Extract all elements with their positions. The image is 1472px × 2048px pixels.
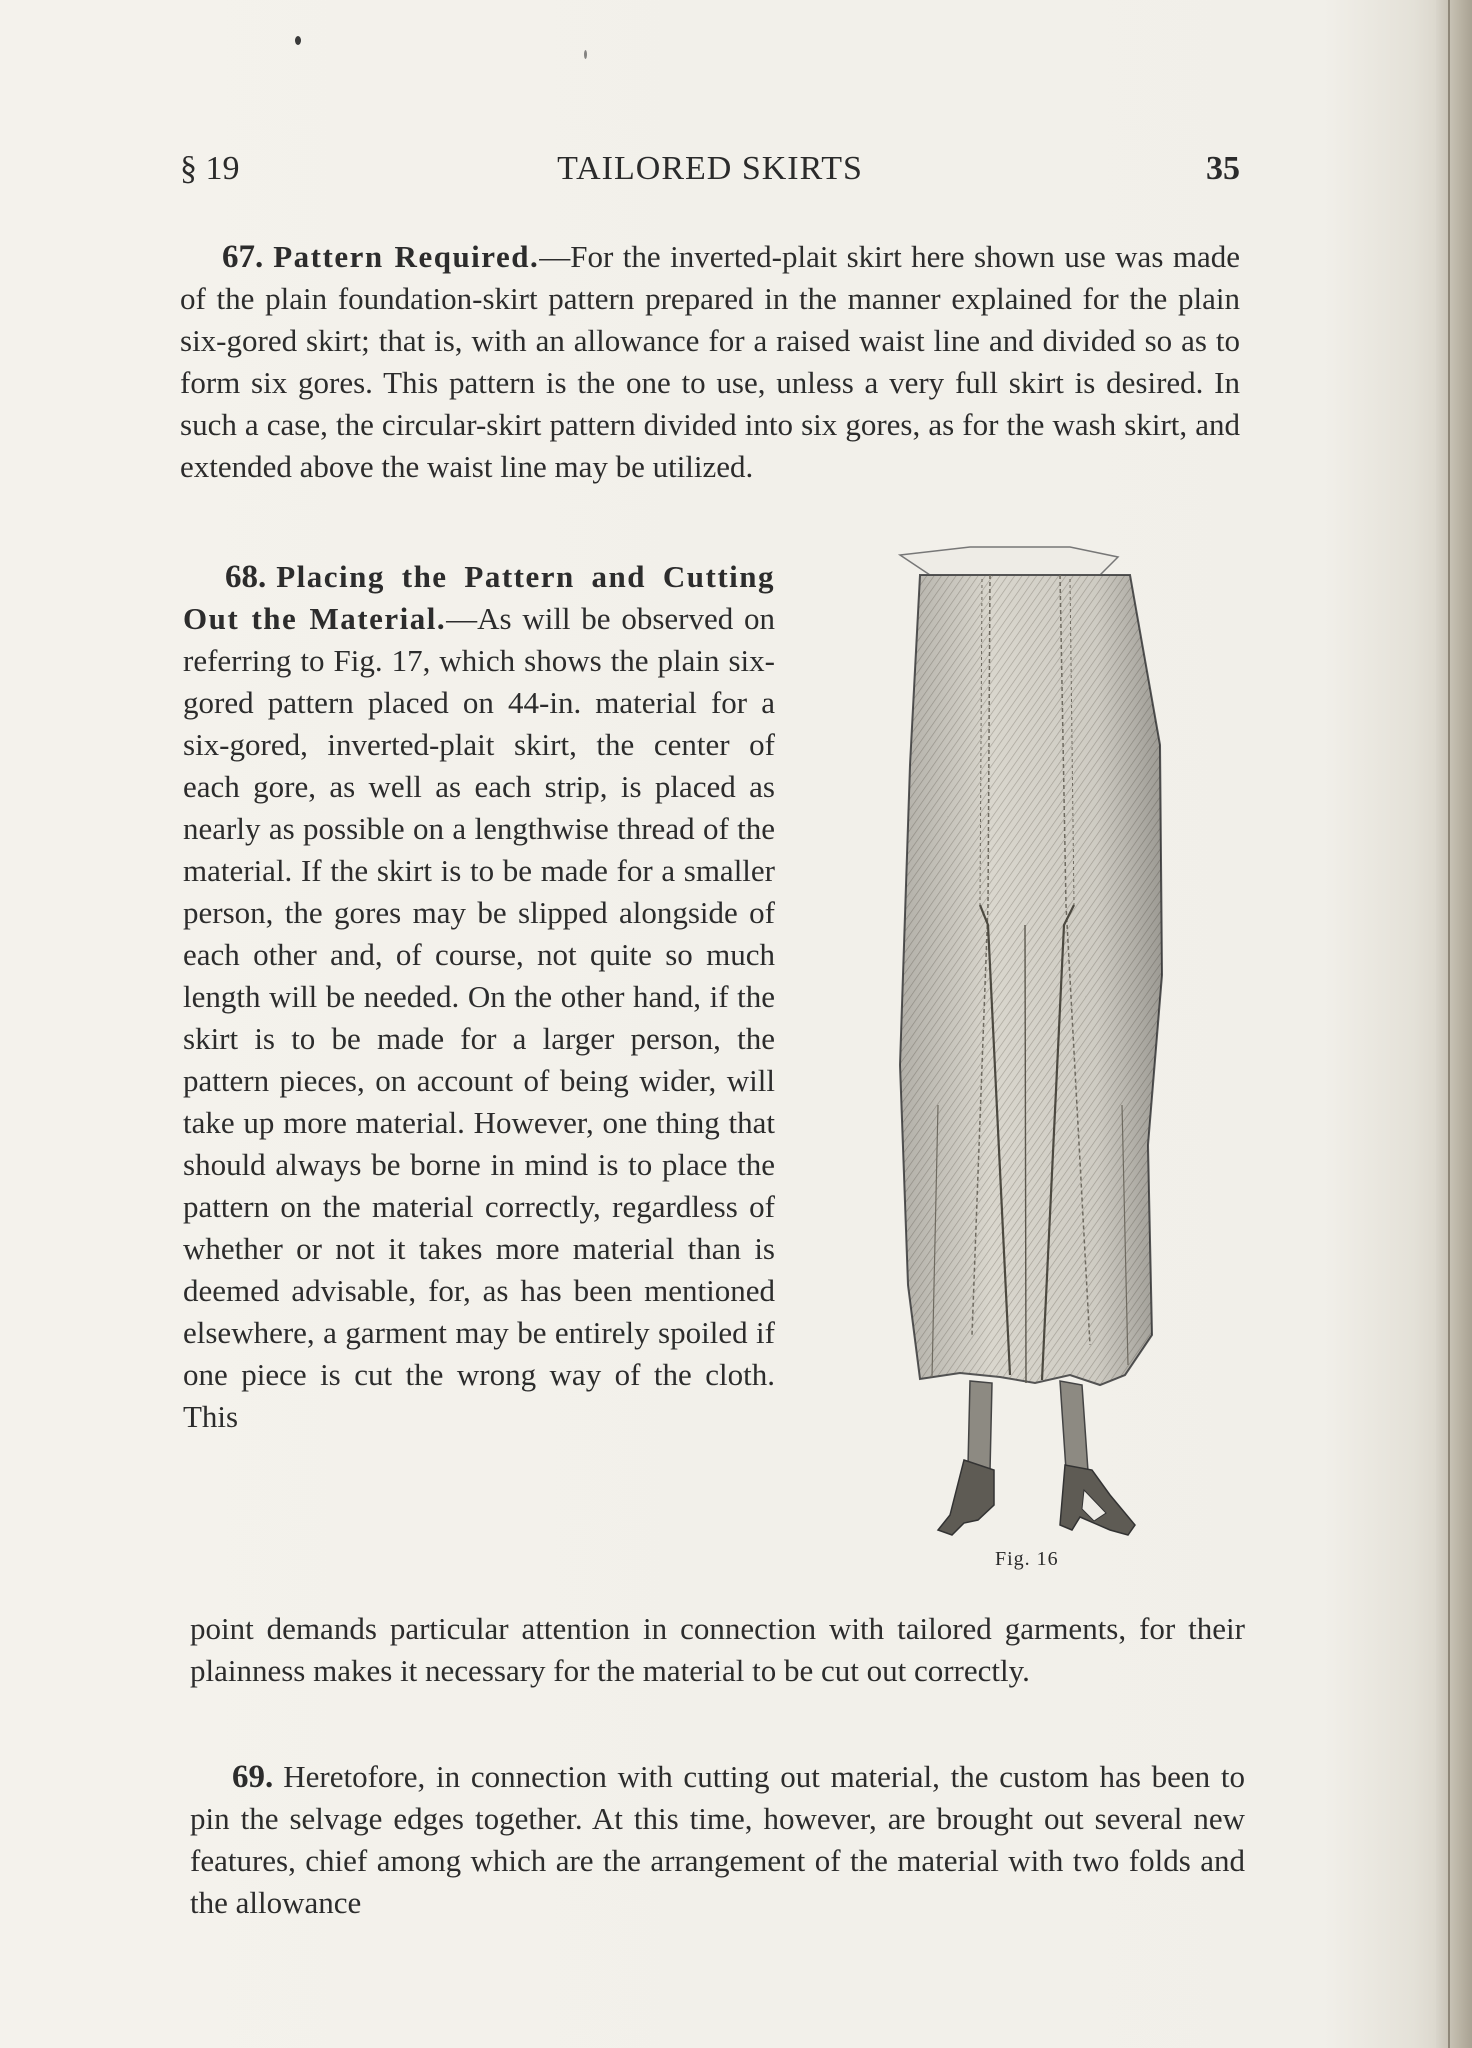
gutter-line — [1448, 0, 1450, 2048]
section-mark: § 19 — [180, 150, 240, 187]
book-gutter — [1436, 0, 1472, 2048]
page-number: 35 — [1206, 150, 1240, 187]
paragraph-text: —For the inverted-plait skirt here shown use was made of the plain foundation-skirt pattern prepared in the manner explained for the plain six-gored skirt; that is, with an allowance for a raised waist line and divided so as to form six gores. This pattern is the one to use, unless a very full skirt is desired. In such a case, the circular-skirt pattern divided into six gores, as for the wash skirt, and extended above the waist line may be utilized. — [180, 239, 1240, 484]
paragraph-number: 68. — [225, 559, 267, 595]
paragraph-text: —As will be observed on referring to Fig. 17, which shows the plain six-gored pattern placed on 44-in. material for a six-gored, inverted-plait skirt, the center of each gore, as well as each strip, is placed as nearly as possible on a lengthwise thread of the material. If the skirt is to be made for a smaller person, the gores may be slipped alongside of each other and, of course, not quite so much length will be needed. On the other hand, if the skirt is to be made for a larger person, the pattern pieces, on account of being wider, will take up more material. However, one thing that should always be borne in mind is to place the pattern on the material correctly, regardless of whether or not it takes more material than is deemed advisable, for, as has been mentioned elsewhere, a garment may be entirely spoiled if one piece is cut the wrong way of the cloth. This — [183, 601, 776, 1434]
paragraph-heading: Placing the Pattern and Cutting Out the Material. — [183, 559, 775, 636]
ink-speck — [295, 36, 301, 45]
paragraph-68 — [183, 556, 775, 1438]
paragraph-67 — [180, 236, 1240, 488]
skirt-illustration-icon — [860, 545, 1180, 1575]
paragraph-text: Heretofore, in connection with cutting out material, the custom has been to pin the selvage edges together. At this time, however, are brought out several new features, chief among which are the arrangement of the material with two folds and the allowance — [190, 1759, 1245, 1920]
paragraph-68-continuation: point demands particular attention in connection with tailored garments, for their plainness makes it necessary for the material to be cut out correctly. — [190, 1611, 1245, 1688]
figure-caption: Fig. 16 — [995, 1548, 1059, 1570]
paragraph-number: 69. — [232, 1759, 274, 1795]
paragraph-number: 67. — [222, 239, 264, 275]
ink-speck — [584, 50, 587, 59]
running-header — [180, 150, 1240, 200]
paragraph-69 — [190, 1756, 1245, 1924]
paragraph-heading: Pattern Required. — [273, 239, 540, 274]
running-title: TAILORED SKIRTS — [557, 150, 863, 187]
